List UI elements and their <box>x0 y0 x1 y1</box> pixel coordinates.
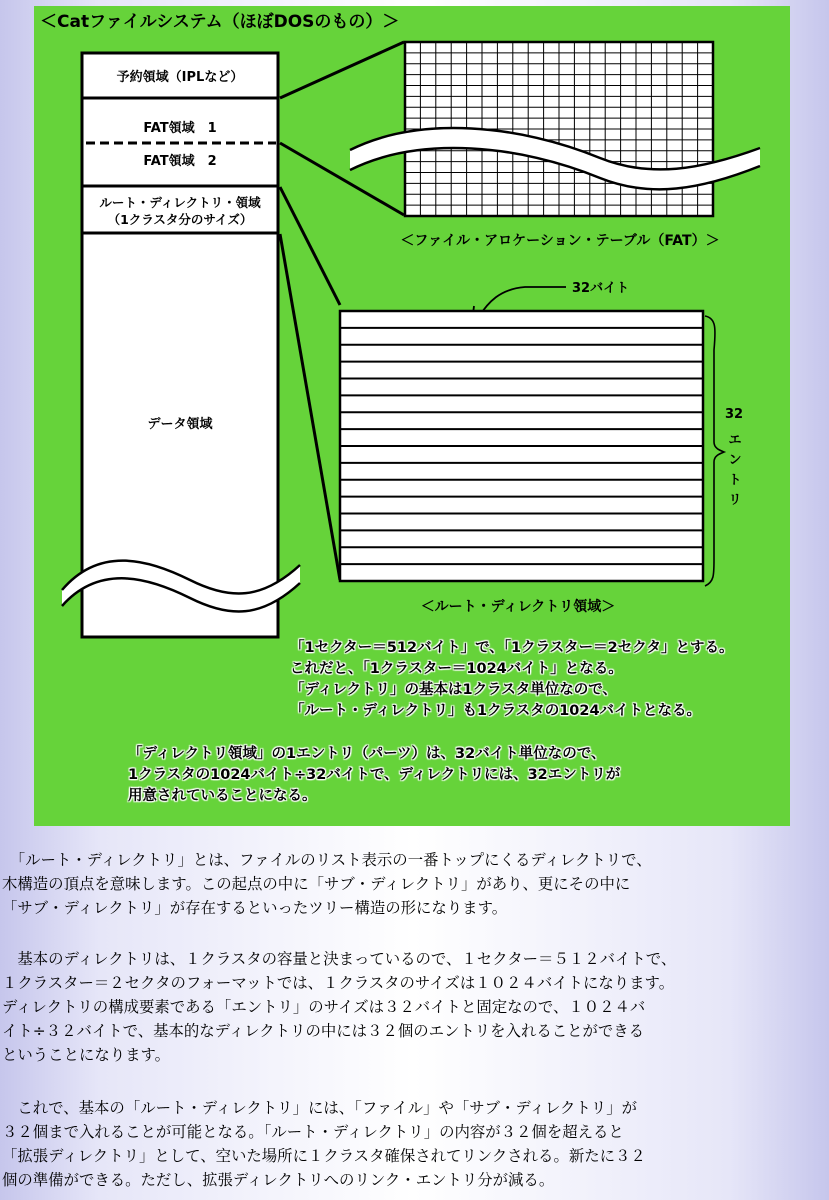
entries-count-label: 32 <box>724 407 744 422</box>
bytes-label: 32バイト <box>572 281 630 296</box>
body-line: 「サブ・ディレクトリ」が存在するといったツリー構造の形になります。 <box>2 899 508 917</box>
fat-table <box>350 42 760 216</box>
entries-char-e: エ <box>728 433 742 448</box>
disk-layout <box>62 53 300 637</box>
fat-caption: ＜ファイル・アロケーション・テーブル（FAT）＞ <box>400 233 720 249</box>
entries-char-n: ン <box>728 453 742 468</box>
note-line: 「ディレクトリ領域」の1エントリ（パーツ）は、32バイト単位なので、 <box>128 746 606 762</box>
body-line: 個の準備ができる。ただし、拡張ディレクトリへのリンク・エントリ分が減る。 <box>2 1171 555 1189</box>
body-line: ディレクトリの構成要素である「エントリ」のサイズは３２バイトと固定なので、１０２４バ <box>2 998 646 1016</box>
body-line: 「拡張ディレクトリ」として、空いた場所に１クラスタ確保されてリンクされる。新たに３２ <box>2 1147 646 1165</box>
entries-char-to: ト <box>728 473 742 488</box>
reserved-area-label: 予約領域（IPLなど） <box>116 70 244 85</box>
body-line: これで、基本の「ルート・ディレクトリ」には、「ファイル」や「サブ・ディレクトリ」が <box>2 1099 638 1117</box>
disk-column <box>82 53 278 637</box>
root-dir-size-label: （1クラスタ分のサイズ） <box>107 212 253 227</box>
root-directory-table <box>340 311 703 581</box>
data-area-label: データ領域 <box>147 417 213 432</box>
body-line: １クラスター＝２セクタのフォーマットでは、１クラスタのサイズは１０２４バイトになります。 <box>2 974 675 992</box>
body-line: 「ルート・ディレクトリ」とは、ファイルのリスト表示の一番トップにくるディレクトリで、 <box>2 851 652 869</box>
entries-brace <box>705 316 724 586</box>
root-dir-caption: ＜ルート・ディレクトリ領域＞ <box>420 599 616 615</box>
note-line: 「ディレクトリ」の基本は1クラスタ単位なので、 <box>290 682 617 698</box>
body-line: 木構造の頂点を意味します。この起点の中に「サブ・ディレクトリ」があり、更にその中に <box>2 875 631 893</box>
body-line: ということになります。 <box>2 1046 171 1064</box>
note-line: 「ルート・ディレクトリ」も1クラスタの1024バイトとなる。 <box>290 703 702 719</box>
entries-char-ri: リ <box>728 493 742 508</box>
body-line: 基本のディレクトリは、１クラスタの容量と決まっているので、１セクター＝５１２バイトで、 <box>2 950 677 968</box>
note-line: 「1セクター＝512バイト」で、「1クラスター＝2セクタ」とする。 <box>290 640 734 656</box>
root-dir-label: ルート・ディレクトリ・領域 <box>99 195 261 210</box>
note-line: 用意されていることになる。 <box>128 788 317 804</box>
fat1-label: FAT領域 1 <box>143 121 217 136</box>
body-line: イト÷３２バイトで、基本的なディレクトリの中には３２個のエントリを入れることができる <box>2 1022 645 1040</box>
note-line: これだと、「1クラスター＝1024バイト」となる。 <box>290 661 623 677</box>
fat2-label: FAT領域 2 <box>143 154 217 169</box>
diagram-title: ＜Catファイルシステム（ほぼDOSのもの）＞ <box>40 12 400 32</box>
note-line: 1クラスタの1024バイト÷32バイトで、ディレクトリには、32エントリが <box>128 767 621 783</box>
body-line: ３２個まで入れることが可能となる。「ルート・ディレクトリ」の内容が３２個を超えると <box>2 1123 624 1141</box>
